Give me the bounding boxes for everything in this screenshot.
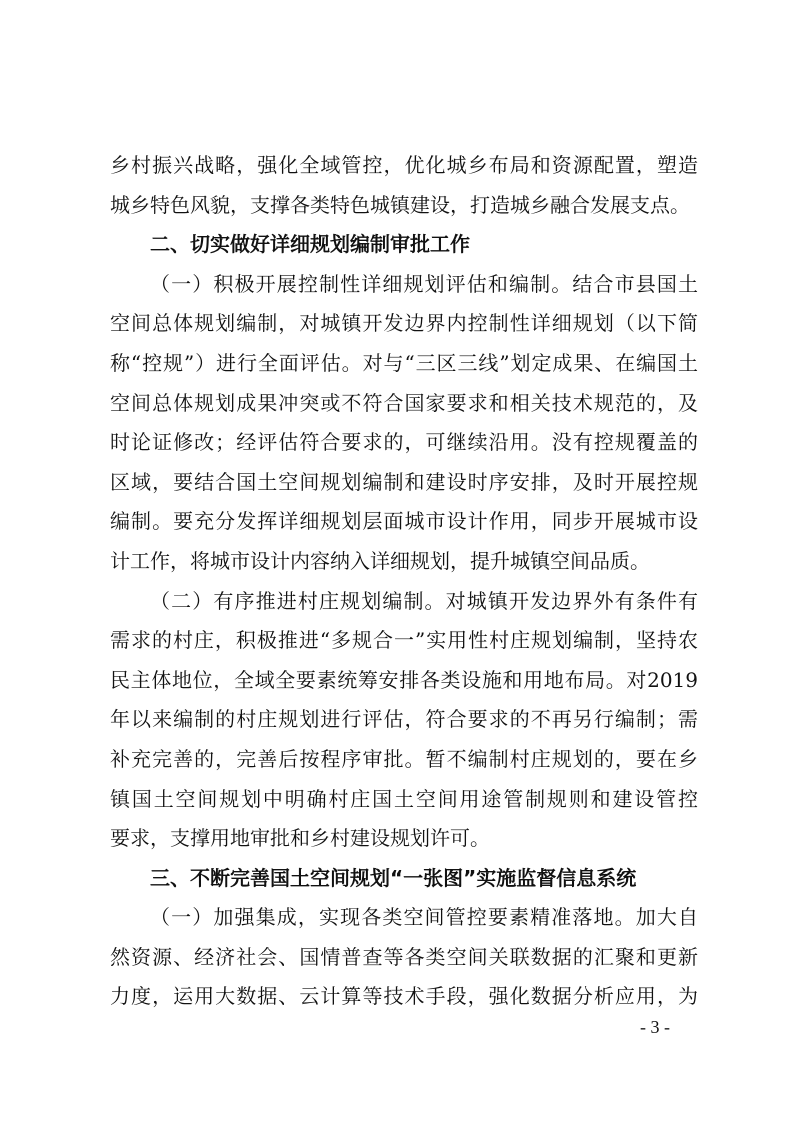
section-heading: 三、不断完善国土空间规划“一张图”实施监督信息系统 [150,865,637,890]
paragraph-last-line: 计工作，将城市设计内容纳入详细规划，提升城镇空间品质。 [110,548,650,573]
paragraph-line: 力度，运用大数据、云计算等技术手段，强化数据分析应用，为 [110,984,698,1009]
paragraph-last-line: 要求，支撑用地审批和乡村建设规划许可。 [110,826,490,851]
paragraph-first-line: （二）有序推进村庄规划编制。对城镇开发边界外有条件有 [150,588,698,613]
paragraph-line: 时论证修改；经评估符合要求的，可继续沿用。没有控规覆盖的 [110,430,698,455]
paragraph-line: 空间总体规划成果冲突或不符合国家要求和相关技术规范的，及 [110,390,698,415]
paragraph-line: 补充完善的，完善后按程序审批。暂不编制村庄规划的，要在乡 [110,746,698,771]
paragraph-line: 然资源、经济社会、国情普查等各类空间关联数据的汇聚和更新 [110,944,698,969]
paragraph-line: 编制。要充分发挥详细规划层面城市设计作用，同步开展城市设 [110,509,698,534]
paragraph-line: 镇国土空间规划中明确村庄国土空间用途管制规则和建设管控 [110,786,698,811]
paragraph-first-line: （一）加强集成，实现各类空间管控要素精准落地。加大自 [150,905,698,930]
paragraph-line: 称“控规”）进行全面评估。对与“三区三线”划定成果、在编国土 [110,350,698,375]
page-number: - 3 - [640,1017,670,1037]
section-heading: 二、切实做好详细规划编制审批工作 [150,232,470,257]
paragraph-line: 乡村振兴战略，强化全域管控，优化城乡布局和资源配置，塑造 [110,153,698,177]
paragraph-line: 空间总体规划编制，对城镇开发边界内控制性详细规划（以下简 [110,311,698,336]
paragraph-line: 年以来编制的村庄规划进行评估，符合要求的不再另行编制；需 [110,707,698,732]
body-text [110,146,698,1017]
paragraph-line: 区域，要结合国土空间规划编制和建设时序安排，及时开展控规 [110,469,698,494]
paragraph-line: 民主体地位，全域全要素统筹安排各类设施和用地布局。对2019 [110,667,698,692]
paragraph-line: 需求的村庄，积极推进“多规合一”实用性村庄规划编制，坚持农 [110,628,698,653]
paragraph-first-line: （一）积极开展控制性详细规划评估和编制。结合市县国土 [150,271,698,296]
paragraph-last-line: 城乡特色风貌，支撑各类特色城镇建设，打造城乡融合发展支点。 [110,192,690,217]
